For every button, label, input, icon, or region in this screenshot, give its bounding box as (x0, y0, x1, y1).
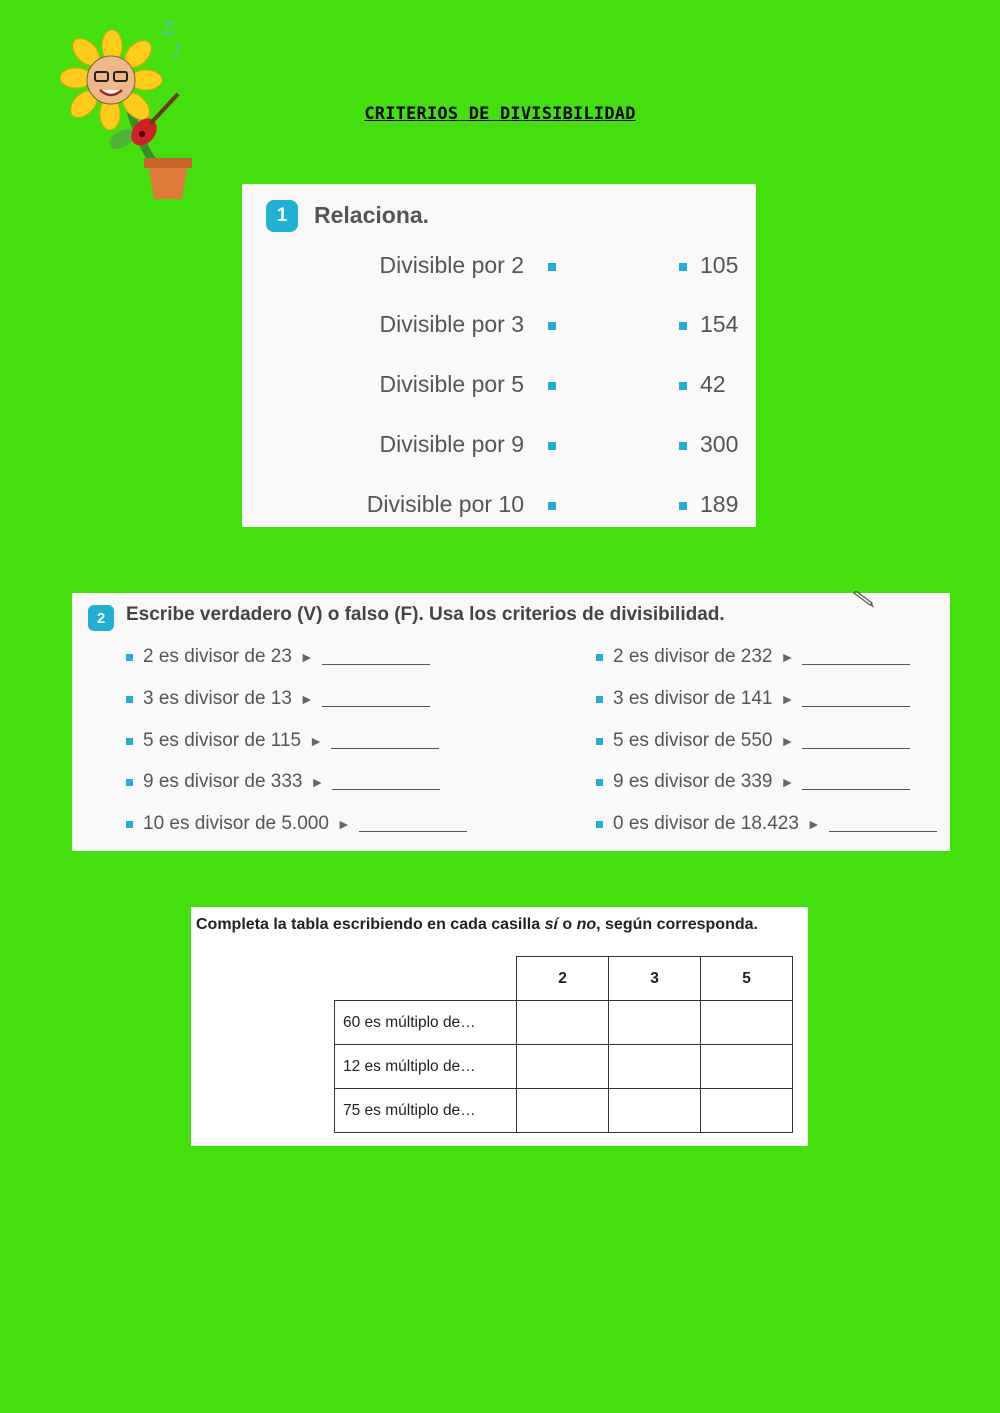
statement-item (126, 770, 440, 794)
match-number: 189 (700, 491, 739, 517)
match-dot-right[interactable] (679, 322, 687, 330)
statement-item (126, 687, 430, 711)
match-dot-left[interactable] (548, 322, 556, 330)
answer-blank[interactable] (829, 831, 937, 832)
exercise-2-true-false (72, 593, 950, 851)
arrow-icon: ► (780, 649, 795, 665)
answer-blank[interactable] (802, 789, 910, 790)
arrow-icon: ► (336, 816, 351, 832)
statement-item (126, 812, 467, 836)
bullet-icon (596, 738, 603, 745)
divisible-label: Divisible por 10 (366, 491, 524, 517)
arrow-icon: ► (806, 816, 821, 832)
svg-text:♫: ♫ (160, 18, 177, 39)
exercise-3-table (191, 907, 808, 1146)
answer-cell[interactable] (609, 1001, 701, 1045)
arrow-icon: ► (310, 774, 325, 790)
match-row (242, 252, 756, 282)
multiples-table (334, 956, 793, 1133)
answer-blank[interactable] (332, 789, 440, 790)
answer-blank[interactable] (802, 664, 910, 665)
statement-text: 10 es divisor de 5.000 (143, 813, 329, 834)
statement-text: 2 es divisor de 23 (143, 646, 292, 667)
arrow-icon: ► (780, 691, 795, 707)
pencil-icon (852, 591, 876, 609)
statement-item (596, 812, 937, 836)
match-dot-right[interactable] (679, 382, 687, 390)
bullet-icon (126, 779, 133, 786)
table-header-row (335, 957, 793, 1001)
match-number: 42 (700, 371, 726, 397)
column-header: 3 (609, 957, 701, 1001)
arrow-icon: ► (299, 691, 314, 707)
match-number: 154 (700, 311, 739, 337)
match-dot-left[interactable] (548, 382, 556, 390)
bullet-icon (126, 696, 133, 703)
answer-cell[interactable] (517, 1089, 609, 1133)
statement-text: 9 es divisor de 339 (613, 771, 773, 792)
statement-item (596, 687, 910, 711)
answer-cell[interactable] (701, 1089, 793, 1133)
match-number: 300 (700, 431, 739, 457)
bullet-icon (596, 779, 603, 786)
row-label: 75 es múltiplo de… (335, 1089, 517, 1133)
exercise-1-relate (242, 184, 756, 527)
answer-cell[interactable] (701, 1001, 793, 1045)
column-header: 5 (701, 957, 793, 1001)
table-row (335, 1089, 793, 1133)
divisible-label: Divisible por 2 (379, 252, 524, 278)
answer-blank[interactable] (322, 706, 430, 707)
exercise-instruction: Relaciona. (314, 202, 430, 228)
bullet-icon (596, 696, 603, 703)
row-label: 60 es múltiplo de… (335, 1001, 517, 1045)
table-row (335, 1001, 793, 1045)
match-dot-left[interactable] (548, 442, 556, 450)
answer-blank[interactable] (802, 706, 910, 707)
answer-cell[interactable] (609, 1089, 701, 1133)
bullet-icon (596, 821, 603, 828)
statement-text: 2 es divisor de 232 (613, 646, 773, 667)
arrow-icon: ► (309, 733, 323, 749)
statement-text: 5 es divisor de 115 (143, 730, 302, 751)
statement-item (596, 729, 910, 753)
answer-blank[interactable] (802, 748, 910, 749)
match-dot-right[interactable] (679, 442, 687, 450)
exercise-instruction: Completa la tabla escribiendo en cada casilla sí o no, según corresponda. (196, 916, 758, 933)
table-corner (335, 957, 517, 1001)
column-header: 2 (517, 957, 609, 1001)
answer-blank[interactable] (359, 831, 467, 832)
sunflower-guitar-icon (60, 14, 200, 204)
arrow-icon: ► (780, 733, 795, 749)
answer-cell[interactable] (701, 1045, 793, 1089)
statement-text: 9 es divisor de 333 (143, 771, 303, 792)
arrow-icon: ► (299, 649, 314, 665)
match-dot-left[interactable] (548, 502, 556, 510)
bullet-icon (126, 821, 133, 828)
exercise-instruction: Escribe verdadero (V) o falso (F). Usa los criterios de divisibilidad. (126, 604, 725, 625)
statement-item (126, 645, 430, 669)
statement-item (596, 770, 910, 794)
statement-item (126, 729, 439, 753)
svg-text:♪: ♪ (172, 41, 183, 60)
statement-text: 0 es divisor de 18.423 (613, 813, 799, 834)
page-title: CRITERIOS DE DIVISIBILIDAD (364, 104, 636, 124)
exercise-number-badge: 2 (88, 605, 114, 631)
statement-text: 3 es divisor de 13 (143, 688, 292, 709)
statement-text: 5 es divisor de 550 (613, 730, 773, 751)
answer-blank[interactable] (322, 664, 430, 665)
match-dot-left[interactable] (548, 263, 556, 271)
bullet-icon (126, 738, 133, 745)
statement-text: 3 es divisor de 141 (613, 688, 773, 709)
match-row (242, 371, 756, 401)
match-row (242, 491, 756, 521)
match-row (242, 431, 756, 461)
divisible-label: Divisible por 9 (379, 431, 524, 457)
bullet-icon (126, 654, 133, 661)
answer-blank[interactable] (331, 748, 439, 749)
arrow-icon: ► (780, 774, 795, 790)
match-number: 105 (700, 252, 739, 278)
divisible-label: Divisible por 5 (379, 371, 524, 397)
statement-item (596, 645, 910, 669)
table-row (335, 1045, 793, 1089)
answer-cell[interactable] (517, 1001, 609, 1045)
row-label: 12 es múltiplo de… (335, 1045, 517, 1089)
divisible-label: Divisible por 3 (379, 311, 524, 337)
match-dot-right[interactable] (679, 502, 687, 510)
match-dot-right[interactable] (679, 263, 687, 271)
answer-cell[interactable] (517, 1045, 609, 1089)
match-row (242, 311, 756, 341)
answer-cell[interactable] (609, 1045, 701, 1089)
exercise-number-badge: 1 (266, 200, 298, 232)
bullet-icon (596, 654, 603, 661)
